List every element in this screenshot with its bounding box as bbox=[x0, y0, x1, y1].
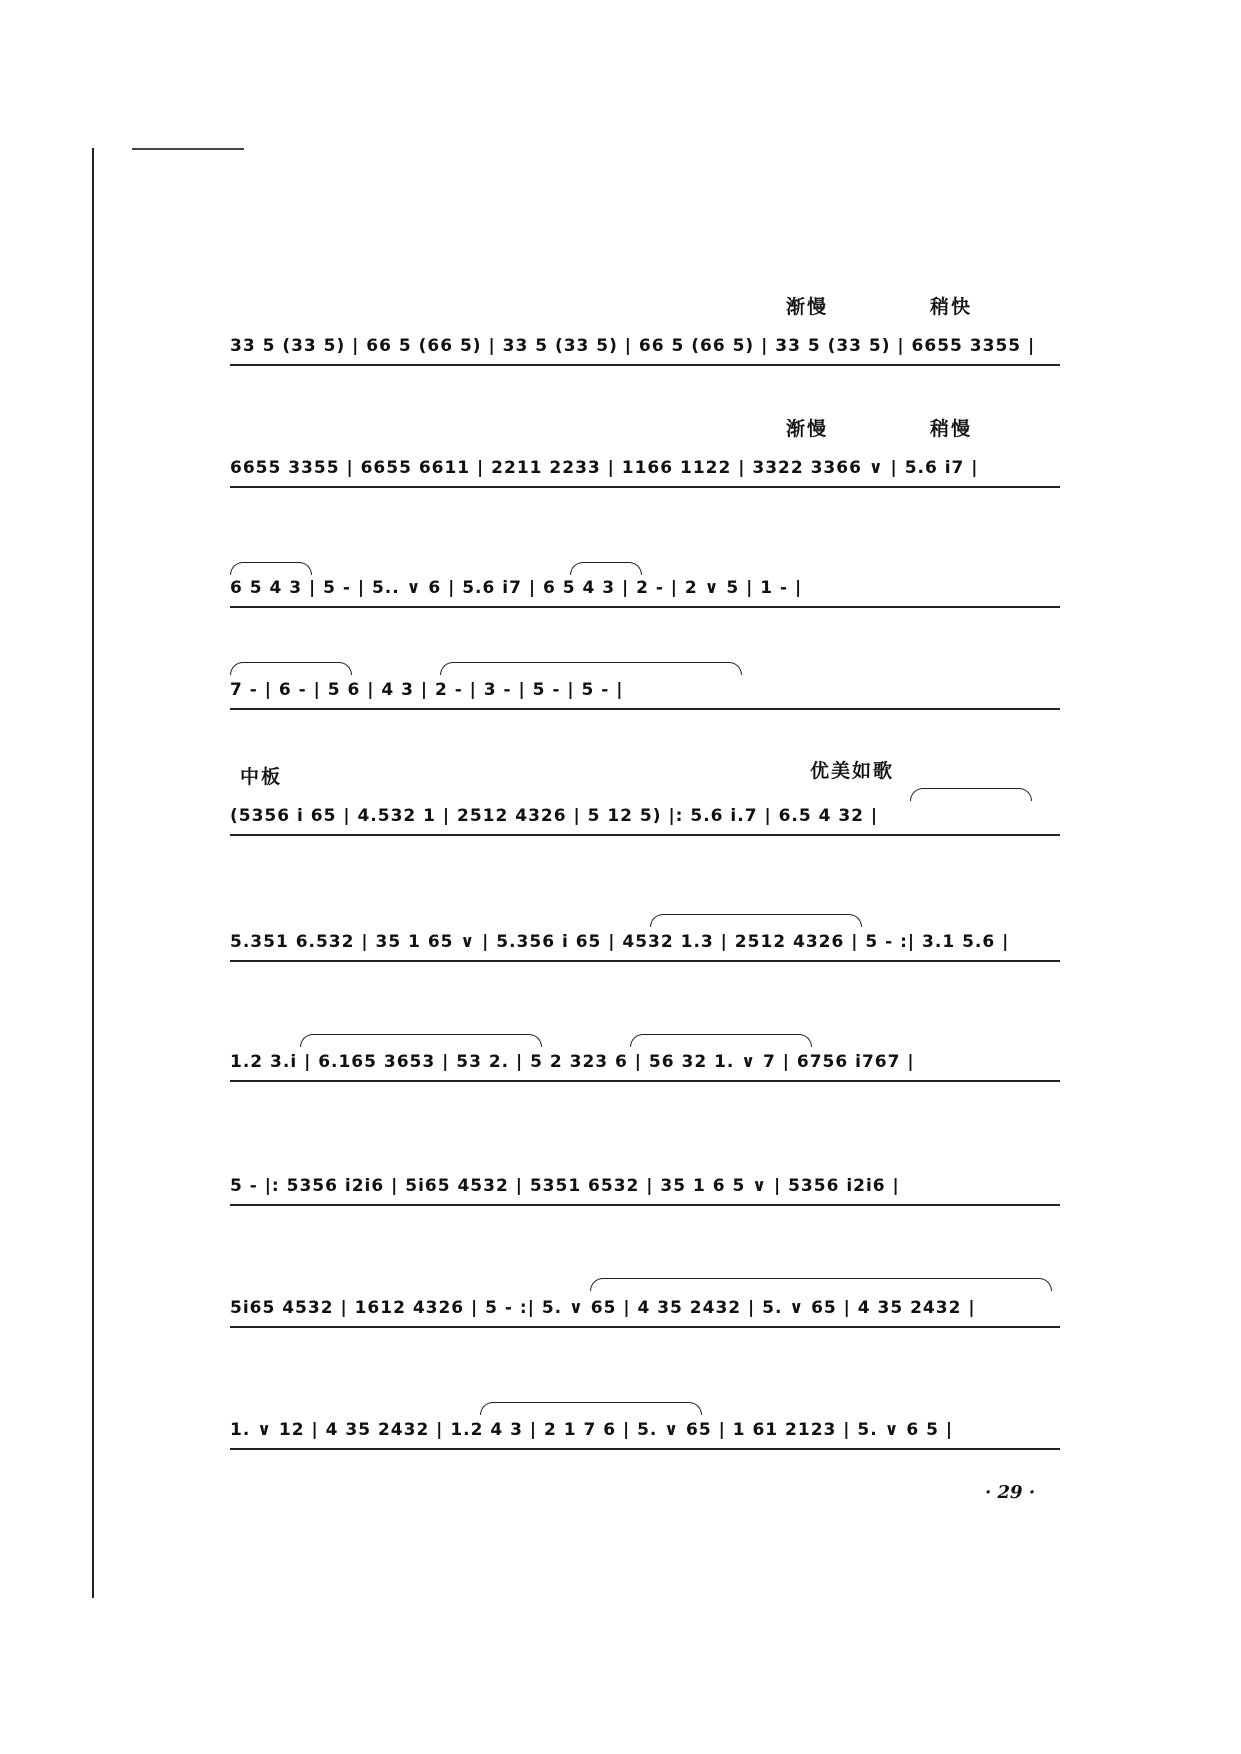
expression-mark-you-mei-ru-ge: 优美如歌 bbox=[810, 760, 895, 782]
underline bbox=[230, 1326, 1060, 1328]
score-line-1 bbox=[230, 324, 1060, 368]
underline bbox=[230, 1204, 1060, 1206]
notation-text: 6655 3355 | 6655 6611 | 2211 2233 | 1166 1122 | 3322 3366 ∨ | 5.6 i7 | bbox=[230, 458, 979, 478]
tempo-mark-jian-man-2: 渐慢 bbox=[786, 418, 829, 440]
underline bbox=[230, 960, 1060, 962]
page-binding-line bbox=[92, 148, 94, 1598]
notation-text: 1.2 3.i | 6.165 3653 | 53 2. | 5 2 323 6 | 56 32 1. ∨ 7 | 6756 i767 | bbox=[230, 1052, 915, 1072]
page-number: · 29 · bbox=[985, 1482, 1036, 1503]
notation-text: 5i65 4532 | 1612 4326 | 5 - :| 5. ∨ 65 | 4 35 2432 | 5. ∨ 65 | 4 35 2432 | bbox=[230, 1298, 976, 1318]
notation-text: 6 5 4 3 | 5 - | 5.. ∨ 6 | 5.6 i7 | 6 5 4 3 | 2 - | 2 ∨ 5 | 1 - | bbox=[230, 578, 803, 598]
tempo-mark-jian-man: 渐慢 bbox=[786, 296, 829, 318]
underline bbox=[230, 1080, 1060, 1082]
tempo-mark-shao-man: 稍慢 bbox=[930, 418, 973, 440]
underline bbox=[230, 1448, 1060, 1450]
score-line-2 bbox=[230, 446, 1060, 490]
slur bbox=[910, 788, 1032, 801]
score-line-6 bbox=[230, 920, 1060, 964]
notation-text: 7 - | 6 - | 5 6 | 4 3 | 2 - | 3 - | 5 - | 5 - | bbox=[230, 680, 624, 700]
underline bbox=[230, 486, 1060, 488]
score-line-10 bbox=[230, 1408, 1060, 1452]
notation-text: 33 5 (33 5) | 66 5 (66 5) | 33 5 (33 5) | 66 5 (66 5) | 33 5 (33 5) | 6655 3355 | bbox=[230, 336, 1036, 356]
header-rule bbox=[132, 148, 244, 150]
underline bbox=[230, 606, 1060, 608]
score-line-5 bbox=[230, 794, 1060, 838]
score-line-9 bbox=[230, 1286, 1060, 1330]
notation-text: 5.351 6.532 | 35 1 65 ∨ | 5.356 i 65 | 4532 1.3 | 2512 4326 | 5 - :| 3.1 5.6 | bbox=[230, 932, 1010, 952]
underline bbox=[230, 834, 1060, 836]
score-line-3 bbox=[230, 566, 1060, 610]
score-line-4 bbox=[230, 668, 1060, 712]
underline bbox=[230, 364, 1060, 366]
notation-text: 1. ∨ 12 | 4 35 2432 | 1.2 4 3 | 2 1 7 6 | 5. ∨ 65 | 1 61 2123 | 5. ∨ 6 5 | bbox=[230, 1420, 954, 1440]
score-line-7 bbox=[230, 1040, 1060, 1084]
underline bbox=[230, 708, 1060, 710]
notation-text: 5 - |: 5356 i2i6 | 5i65 4532 | 5351 6532 | 35 1 6 5 ∨ | 5356 i2i6 | bbox=[230, 1176, 900, 1196]
tempo-mark-zhong-ban: 中板 bbox=[240, 766, 283, 788]
tempo-mark-shao-kuai: 稍快 bbox=[930, 296, 973, 318]
notation-text: (5356 i 65 | 4.532 1 | 2512 4326 | 5 12 5) |: 5.6 i.7 | 6.5 4 32 | bbox=[230, 806, 879, 826]
score-line-8 bbox=[230, 1164, 1060, 1208]
